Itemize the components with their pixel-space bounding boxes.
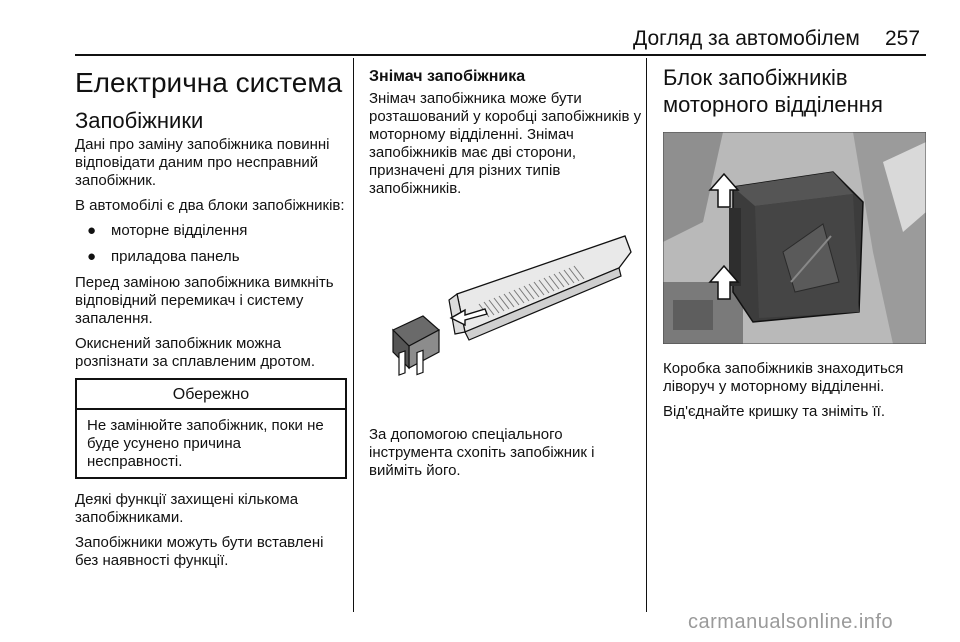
list-item [75, 222, 347, 240]
running-header-title: Догляд за автомобілем [633, 27, 860, 50]
list-item-text: моторне відділення [111, 222, 248, 239]
paragraph: Запобіжники можуть бути вставлені без наявності функції. [75, 534, 324, 569]
bullet-icon: ● [87, 248, 97, 265]
column-middle [369, 58, 647, 487]
page-number: 257 [885, 27, 921, 50]
warning-title: Обережно [77, 380, 345, 410]
paragraph: В автомобілі є два блоки запобіжників: [75, 197, 345, 214]
bullet-list [75, 222, 347, 266]
list-item [75, 248, 347, 266]
paragraph: Від'єднайте кришку та зніміть її. [663, 403, 885, 420]
paragraph: За допомогою спеціального інструмента схопіть запобіжник і вийміть його. [369, 426, 595, 479]
fuse-extractor-illustration [369, 234, 641, 394]
column-divider [353, 58, 354, 612]
paragraph: Деякі функції захищені кількома запобіжниками. [75, 491, 299, 526]
paragraph: Коробка запобіжників знаходиться ліворуч у моторному відділенні. [663, 360, 904, 395]
warning-text: Не замінюйте запобіжник, поки не буде усунено причина несправності. [87, 417, 324, 470]
paragraph: Перед заміною запобіжника вимкніть відповідний перемикач і систему запалення. [75, 274, 334, 327]
column-left [75, 58, 347, 577]
paragraph: Окиснений запобіжник можна розпізнати за сплавленим дротом. [75, 335, 316, 370]
warning-box [75, 378, 347, 479]
column-right [663, 58, 926, 428]
list-item-text: приладова панель [111, 248, 240, 265]
fuse-box-photo [663, 132, 926, 344]
watermark: carmanualsonline.info [688, 611, 894, 633]
paragraph: Знімач запобіжника може бути розташований у коробці запобіжників у моторному відділенні. Знімач запобіжників має дві сторони, призначені для різних типів запобіжників. [369, 90, 642, 197]
section-title: Електрична система [75, 67, 343, 98]
fuse-extractor-heading: Знімач запобіжника [369, 68, 526, 85]
header-rule [75, 54, 926, 56]
subsection-title: Запобіжники [75, 108, 204, 133]
engine-fuse-box-heading: Блок запобіжників моторного відділення [663, 65, 883, 117]
paragraph: Дані про заміну запобіжника повинні відповідати даним про несправний запобіжник. [75, 136, 330, 189]
bullet-icon: ● [87, 222, 97, 239]
